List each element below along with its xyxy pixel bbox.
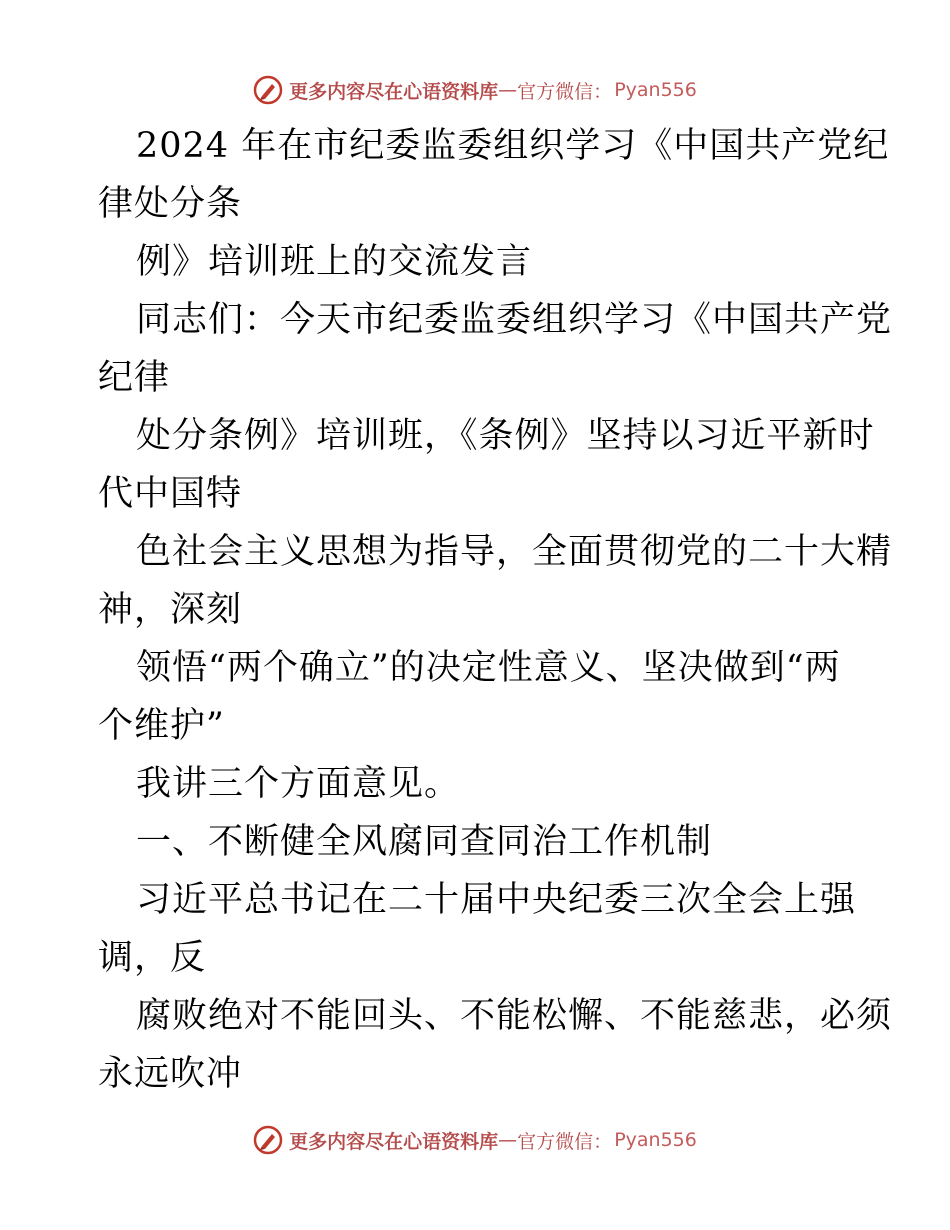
- watermark-main-text: 更多内容尽在心语资料库: [289, 80, 499, 103]
- text-line: 神，深刻: [98, 590, 243, 630]
- text-line: 代中国特: [98, 474, 243, 514]
- text-line: 习近平总书记在二十届中央纪委三次全会上强: [136, 880, 857, 920]
- watermark-label: 官方微信：: [517, 80, 613, 103]
- section-heading: 一、不断健全风腐同查同治工作机制: [136, 822, 713, 862]
- watermark-dash: —: [498, 79, 518, 101]
- watermark-label: 官方微信：: [517, 1130, 613, 1153]
- document-body: [98, 117, 893, 1103]
- text-line: 领悟“两个确立”的决定性意义、坚决做到“两: [136, 648, 841, 688]
- text-line: 色社会主义思想为指导，全面贯彻党的二十大精: [136, 532, 893, 572]
- text-line: 律处分条: [98, 184, 243, 224]
- text-line: 永远吹冲: [98, 1054, 243, 1094]
- text-line: 处分条例》培训班，《条例》坚持以习近平新时: [136, 416, 875, 456]
- text-line: 2024 年在市纪委监委组织学习《中国共产党纪: [136, 126, 890, 166]
- text-line: 我讲三个方面意见。: [136, 764, 461, 804]
- text-line: 例》培训班上的交流发言: [136, 242, 533, 282]
- text-line: 调，反: [98, 938, 207, 978]
- watermark-wechat-id: Pyan556: [614, 79, 697, 101]
- watermark-dash: —: [498, 1129, 518, 1151]
- text-line: 同志们：今天市纪委监委组织学习《中国共产党: [136, 300, 893, 340]
- footer-watermark: [0, 1120, 950, 1160]
- watermark-main-text: 更多内容尽在心语资料库: [289, 1130, 499, 1153]
- text-line: 腐败绝对不能回头、不能松懈、不能慈悲，必须: [136, 996, 893, 1036]
- text-line: 个维护”: [98, 706, 225, 746]
- text-line: 纪律: [98, 358, 171, 398]
- watermark-wechat-id: Pyan556: [614, 1129, 697, 1151]
- pen-logo-icon: [253, 75, 283, 105]
- pen-logo-icon: [253, 1125, 283, 1155]
- header-watermark: [0, 70, 950, 110]
